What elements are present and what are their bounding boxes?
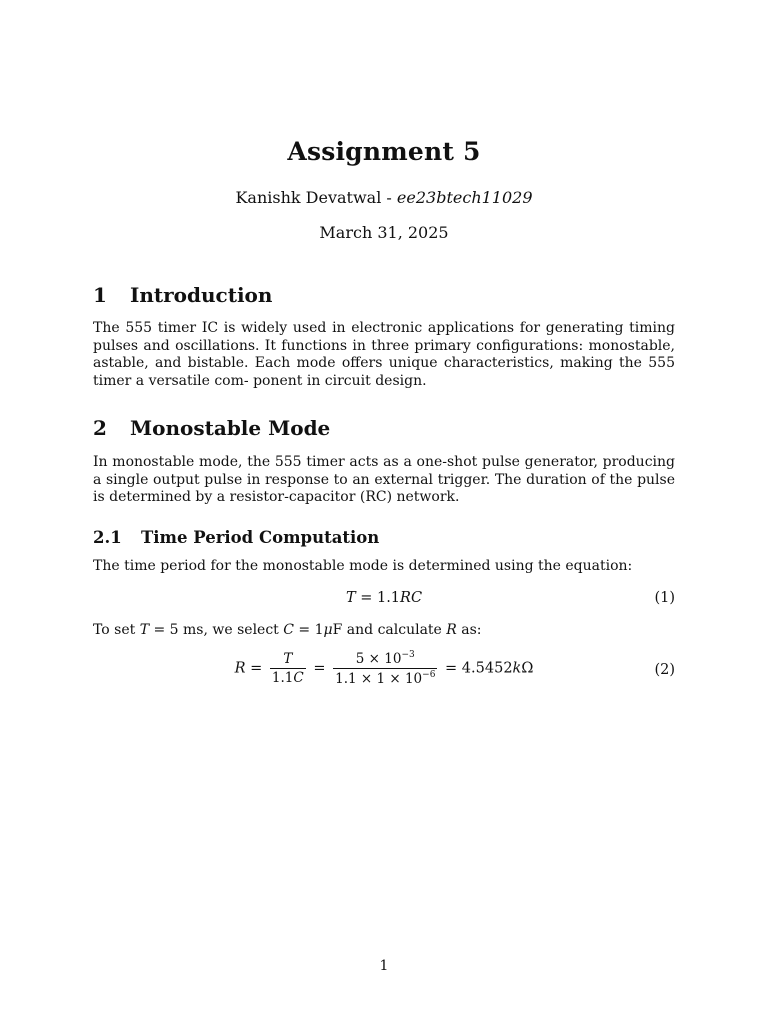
eq2-f2-denominator bbox=[333, 669, 437, 687]
equation-1-body bbox=[93, 590, 675, 606]
eq2-f2-num-base: 5 × 10 bbox=[355, 651, 402, 667]
author-line bbox=[0, 188, 768, 207]
time-period-intro: The time period for the monostable mode is determined using the equation: bbox=[93, 558, 633, 574]
author-name: Kanishk Devatwal - bbox=[235, 188, 397, 207]
set-text-part: as: bbox=[456, 622, 482, 638]
eq2-lhs: R bbox=[234, 660, 246, 677]
equation-2-body bbox=[93, 650, 675, 687]
document-title: Assignment 5 bbox=[287, 137, 481, 166]
subsection-heading-time-period bbox=[93, 528, 379, 547]
document-date: March 31, 2025 bbox=[319, 223, 449, 242]
eq1-lhs: T bbox=[345, 590, 356, 606]
section-title: Monostable Mode bbox=[130, 416, 331, 440]
set-text-part: To set bbox=[93, 622, 140, 638]
equation-1 bbox=[93, 590, 675, 610]
monostable-paragraph: In monostable mode, the 555 timer acts as a one-shot pulse generator, producing a single output pulse in response to an external trigger. The duration of the pulse is determined by a resistor-capacitor (RC) network. bbox=[93, 454, 675, 505]
introduction-paragraph: The 555 timer IC is widely used in electronic applications for generating timing pulses and oscillations. It functions in three primary configurations: monostable, astable, and bistable. Each mode offers unique characteristics, making the 555 timer a versatile com- ponent in circuit design. bbox=[93, 320, 675, 389]
equation-1-number: (1) bbox=[654, 590, 675, 606]
eq1-rhs: = 1.1 bbox=[360, 590, 401, 606]
eq2-result-unit: Ω bbox=[521, 660, 534, 677]
section-heading-introduction bbox=[93, 283, 272, 307]
eq2-equals: = bbox=[313, 660, 326, 677]
set-period-text bbox=[93, 622, 675, 640]
eq2-f2-num-exp: −3 bbox=[401, 650, 415, 660]
author-id: ee23btech11029 bbox=[396, 188, 533, 207]
eq2-equals: = bbox=[250, 660, 263, 677]
eq2-f1-den-coef: 1.1 bbox=[271, 670, 294, 686]
eq2-f1-den-var: C bbox=[293, 670, 304, 686]
eq2-f2-numerator bbox=[333, 650, 437, 669]
subsection-title: Time Period Computation bbox=[141, 528, 380, 547]
section-number: 2 bbox=[93, 416, 107, 440]
eq2-f2-den-exp: −6 bbox=[422, 670, 436, 680]
eq2-fraction-1 bbox=[270, 651, 306, 686]
section-title: Introduction bbox=[130, 283, 273, 307]
section-number: 1 bbox=[93, 283, 107, 307]
eq2-f2-den-base: 1.1 × 1 × 10 bbox=[335, 671, 423, 687]
mu-symbol: μ bbox=[323, 622, 333, 638]
eq2-result bbox=[445, 661, 533, 677]
var-t: T bbox=[139, 622, 150, 638]
eq2-result-value: = 4.5452 bbox=[445, 660, 513, 677]
eq2-f1-numerator: T bbox=[270, 651, 306, 669]
set-text-part: F and calculate bbox=[332, 622, 447, 638]
equation-2 bbox=[93, 650, 675, 694]
equation-2-number: (2) bbox=[654, 662, 675, 678]
eq2-fraction-2 bbox=[333, 650, 437, 687]
set-text-part: = 5 ms, we select bbox=[149, 622, 284, 638]
var-r: R bbox=[446, 622, 457, 638]
var-c: C bbox=[283, 622, 294, 638]
set-text-part: = 1 bbox=[293, 622, 324, 638]
section-heading-monostable bbox=[93, 416, 330, 440]
eq1-rhs-var: RC bbox=[400, 590, 423, 606]
eq2-f1-denominator bbox=[270, 669, 306, 686]
page-number: 1 bbox=[379, 958, 389, 974]
subsection-number: 2.1 bbox=[93, 528, 122, 547]
eq2-result-k: k bbox=[512, 660, 522, 677]
